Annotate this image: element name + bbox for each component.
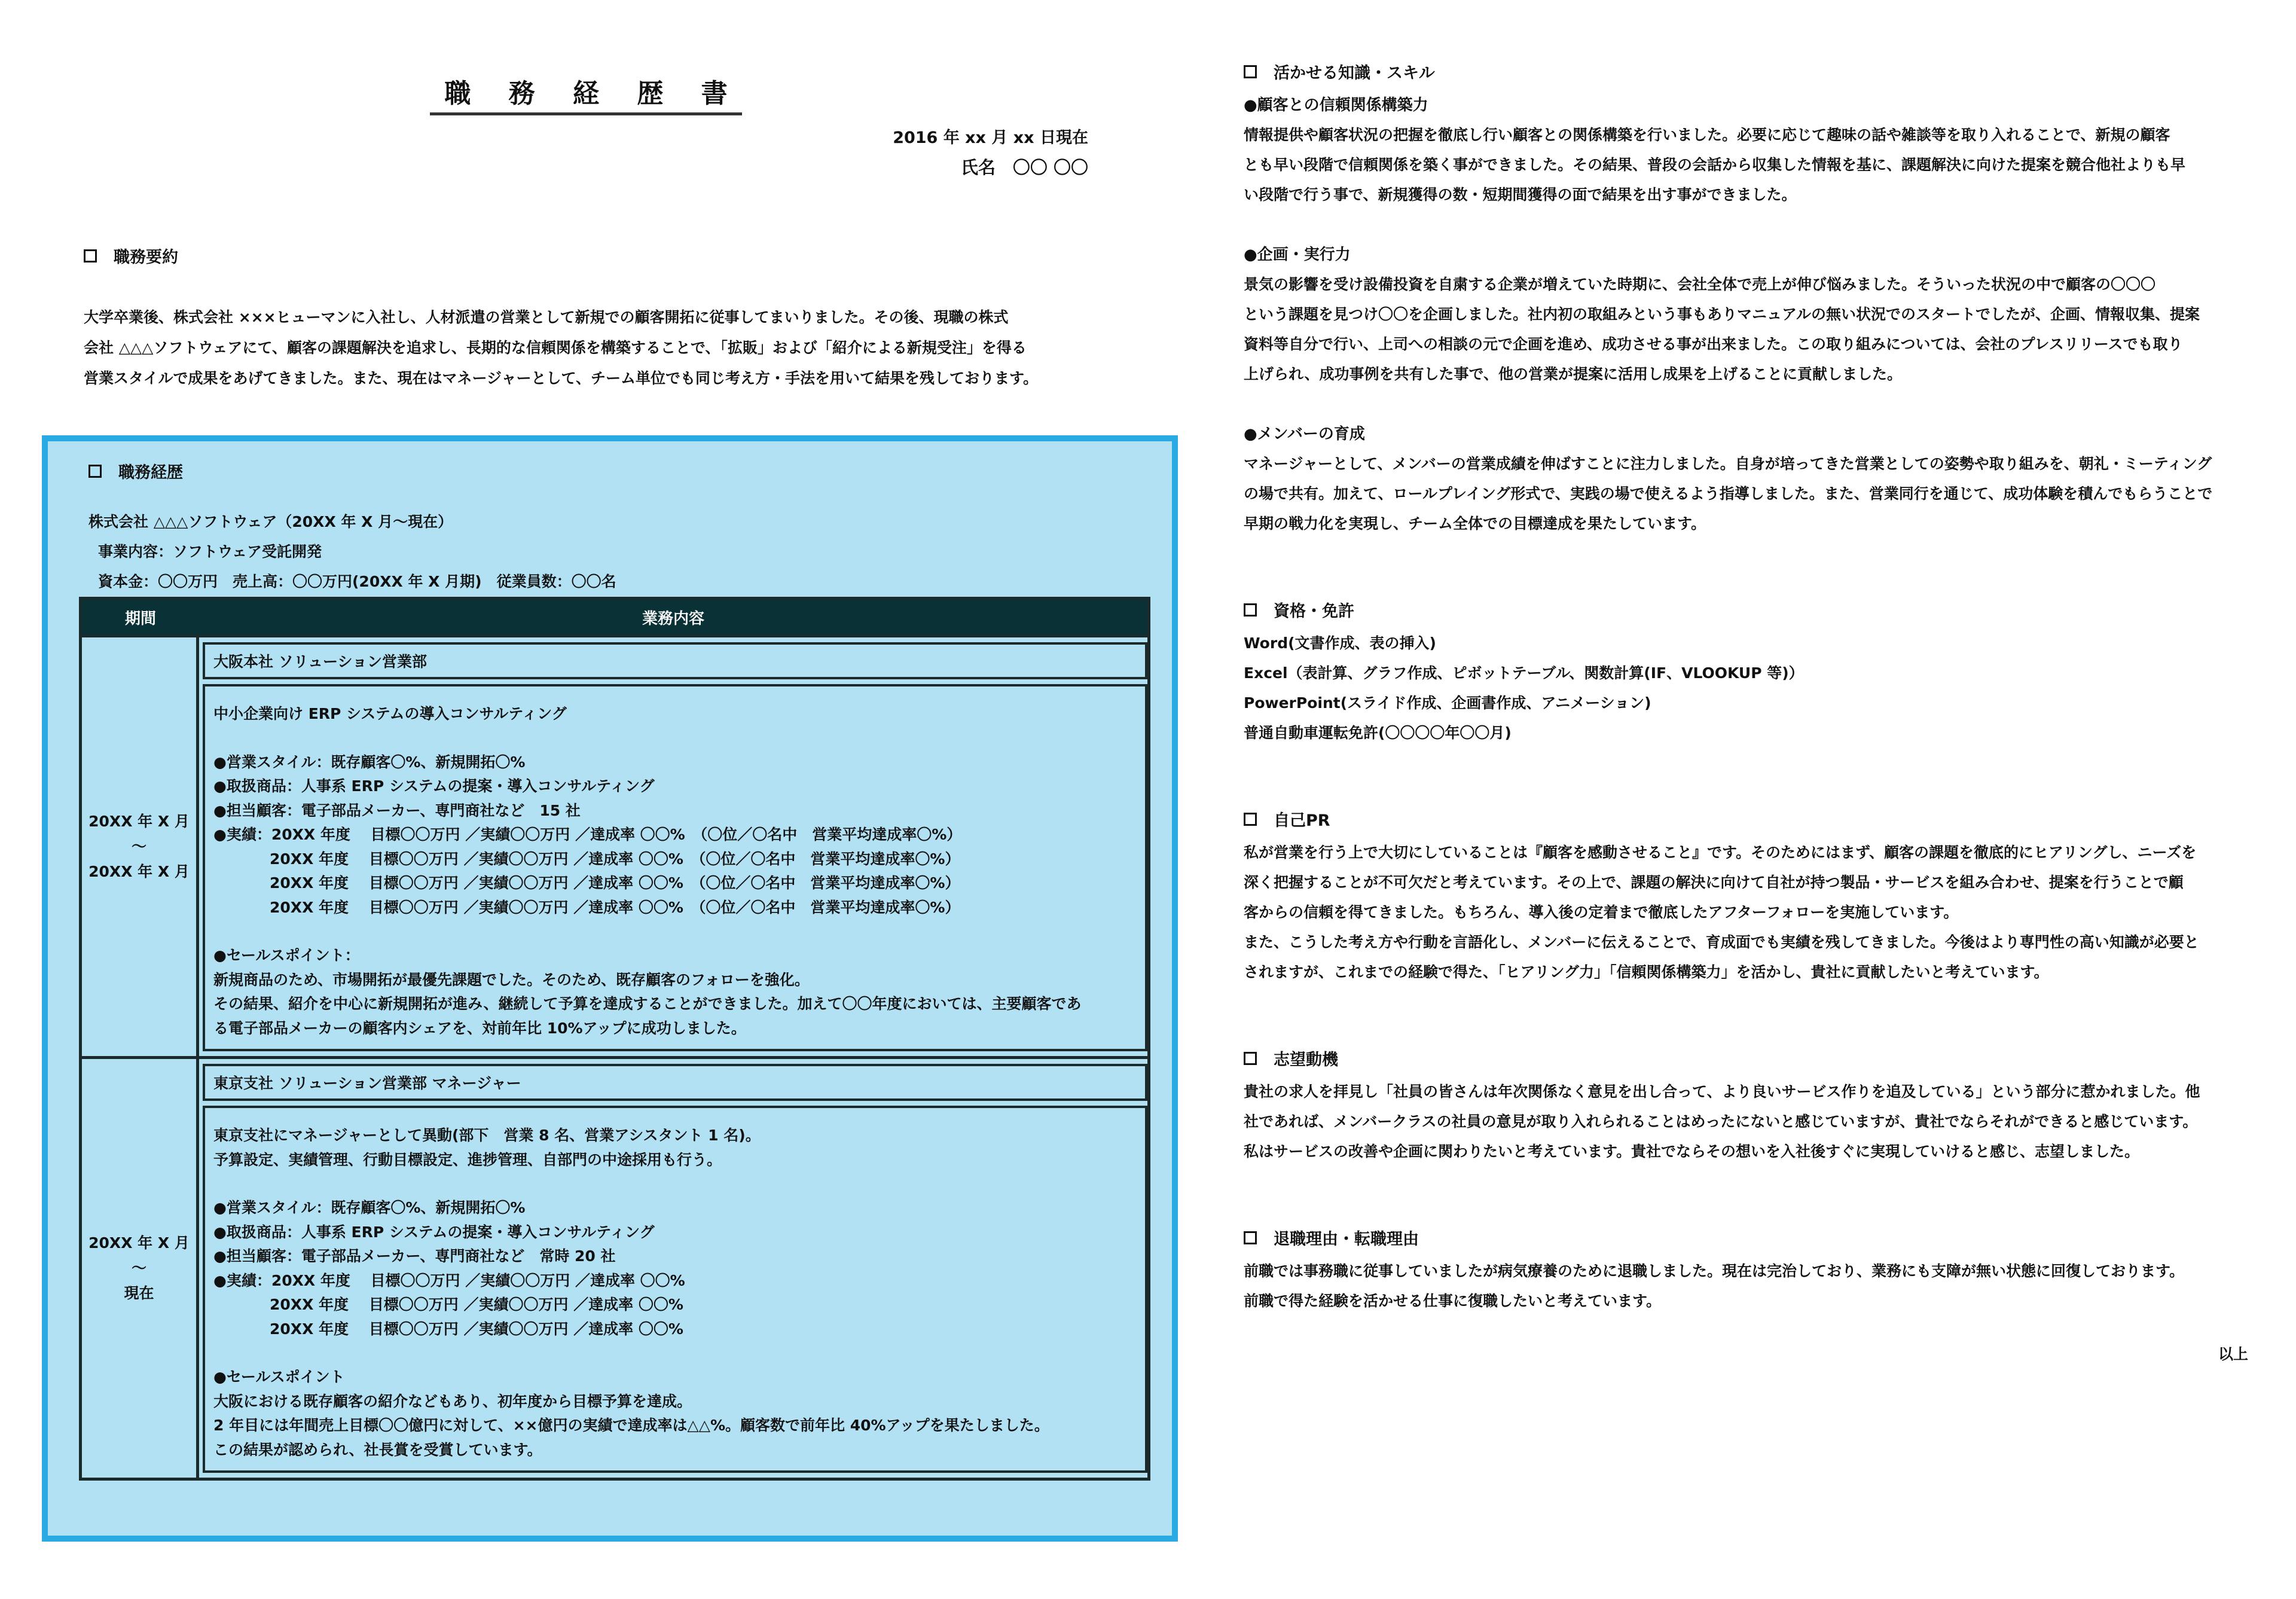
detail-line: 2 年目には年間売上目標〇〇億円に対して、××億円の実績で達成率は△△%。顧客数で前年比 40%アップを果たしました。 (213, 1417, 1049, 1434)
detail-line: ●担当顧客：電子部品メーカー、専門商社など 常時 20 社 (213, 1247, 616, 1265)
self-pr-line: 客からの信頼を得てきました。もちろん、導入後の定着まで徹底したアフターフォローを実施しています。 (1244, 904, 1959, 921)
career-period (82, 637, 199, 1056)
skill-title: ●メンバーの育成 (1244, 425, 1365, 443)
skill-line: 早期の戦力化を実現し、チーム全体での目標達成を果たしています。 (1244, 515, 1706, 532)
motivation-line: 社であれば、メンバークラスの社員の意見が取り入れられることはめったにないと感じていますが、貴社でならそれができると感じています。 (1244, 1113, 2198, 1130)
self-pr-line: また、こうした考え方や行動を言語化し、メンバーに伝えることで、育成面でも実績を残してきました。今後はより専門性の高い知識が必要と (1244, 933, 2199, 951)
company-business: 事業内容：ソフトウェア受託開発 (98, 543, 322, 560)
motivation-body (1244, 1077, 2284, 1167)
self-pr-line: 深く把握することが不可欠だと考えています。その上で、課題の解決に向けて自社が持つ製品・サービスを組み合わせ、提案を行うことで顧 (1244, 874, 2184, 891)
detail-line: 予算設定、実績管理、行動目標設定、進捗管理、自部門の中途採用も行う。 (213, 1151, 722, 1168)
detail-line: ●取扱商品：人事系 ERP システムの提案・導入コンサルティング (213, 777, 655, 795)
self-pr-section (1244, 807, 2284, 987)
skill-title: ●顧客との信頼関係構築力 (1244, 96, 1428, 114)
skill-body (1244, 120, 2284, 210)
right-page (1196, 0, 2296, 1599)
skill-block (1244, 240, 2284, 389)
detail-line: 20XX 年度 目標〇〇万円 ／実績〇〇万円 ／達成率 〇〇% （〇位／〇名中 営業平均達成率〇%） (270, 898, 960, 916)
checkbox-icon (84, 249, 97, 263)
career-period (82, 1059, 199, 1478)
spacer (213, 1172, 1137, 1196)
checkbox-icon (1244, 65, 1257, 78)
period-text: 現在 (124, 1284, 154, 1302)
detail-line: ●取扱商品：人事系 ERP システムの提案・導入コンサルティング (213, 1223, 655, 1241)
skill-block (1244, 419, 2284, 539)
spacer (213, 1341, 1137, 1365)
skill-line: という課題を見つけ〇〇を企画しました。社内初の取組みという事もありマニュアルの無い状況でのスタートでしたが、企画、情報収集、提案 (1244, 306, 2200, 323)
skill-line: の場で共有。加えて、ロールプレイング形式で、実践の場で使えるよう指導しました。また、営業同行を通じて、成功体験を積んでもらうことで (1244, 485, 2213, 502)
detail-line: その結果、紹介を中心に新規開拓が進み、継続して予算を達成することができました。加えて〇〇年度においては、主要顧客であ (213, 995, 1082, 1012)
period-text: ～ (131, 1259, 146, 1277)
detail-line: ●セールスポイント： (213, 947, 360, 964)
skill-line: い段階で行う事で、新規獲得の数・短期間獲得の面で結果を出す事ができました。 (1244, 186, 1797, 203)
motivation-line: 私はサービスの改善や企画に関わりたいと考えています。貴社でならその想いを入社後すぐに実現していけると感じ、志望しました。 (1244, 1143, 2140, 1160)
career-section (42, 435, 1178, 1542)
detail-line: ●担当顧客：電子部品メーカー、専門商社など 15 社 (213, 801, 581, 819)
spacer (213, 727, 1137, 750)
career-row (82, 634, 1147, 1056)
license-item: 普通自動車運転免許(〇〇〇〇年〇〇月) (1244, 724, 1512, 741)
licenses-section (1244, 598, 2284, 748)
skill-line: 上げられ、成功事例を共有した事で、他の営業が提案に活用し成果を上げることに貢献しました。 (1244, 365, 1903, 383)
department-name: 東京支社 ソリューション営業部 マネージャー (203, 1064, 1147, 1101)
detail-line: 20XX 年度 目標〇〇万円 ／実績〇〇万円 ／達成率 〇〇% （〇位／〇名中 営業平均達成率〇%） (270, 874, 960, 892)
summary-line: 会社 △△△ソフトウェアにて、顧客の課題解決を追求し、長期的な信頼関係を構築することで、「拡販」および「紹介による新規受注」を得る (84, 339, 1027, 356)
detail-line: 20XX 年度 目標〇〇万円 ／実績〇〇万円 ／達成率 〇〇% (270, 1320, 683, 1338)
skill-line: 情報提供や顧客状況の把握を徹底し行い顧客との関係構築を行いました。必要に応じて趣味の話や雑談等を取り入れることで、新規の顧客 (1244, 126, 2170, 144)
skill-line: マネージャーとして、メンバーの営業成績を伸ばすことに注力しました。自身が培ってきた営業としての姿勢や取り組みを、朝礼・ミーティング (1244, 455, 2212, 472)
end-mark: 以上 (2218, 1345, 2248, 1363)
leaving-section (1244, 1226, 2284, 1316)
col-period-header: 期間 (124, 609, 156, 628)
summary-line: 営業スタイルで成果をあげてきました。また、現在はマネージャーとして、チーム単位でも同じ考え方・手法を用いて結果を残しております。 (84, 370, 1039, 387)
detail-line: 新規商品のため、市場開拓が最優先課題でした。そのため、既存顧客のフォローを強化。 (213, 971, 810, 988)
col-content-header: 業務内容 (642, 609, 704, 628)
checkbox-icon (1244, 603, 1257, 617)
detail-line: 大阪における既存顧客の紹介などもあり、初年度から目標予算を達成。 (213, 1392, 692, 1410)
career-table-header (82, 600, 1147, 634)
company-name: 株式会社 △△△ソフトウェア（20XX 年 X 月～現在） (88, 513, 453, 530)
career-heading: 職務経歴 (88, 459, 183, 483)
skill-body (1244, 270, 2284, 389)
company-info (88, 507, 616, 597)
self-pr-line: 私が営業を行う上で大切にしていることは『顧客を感動させること』です。そのためにはまず、顧客の課題を徹底的にヒアリングし、ニーズを (1244, 844, 2197, 861)
detail-line: ●実績：20XX 年度 目標〇〇万円 ／実績〇〇万円 ／達成率 〇〇% (213, 1271, 685, 1289)
detail-line: 東京支社にマネージャーとして異動(部下 営業 8 名、営業アシスタント 1 名)。 (213, 1127, 761, 1144)
skills-heading: 活かせる知識・スキル (1244, 60, 2284, 83)
career-table (79, 597, 1150, 1481)
license-list (1244, 628, 2284, 748)
period-text: 20XX 年 X 月 (88, 1234, 190, 1252)
self-pr-body (1244, 838, 2284, 987)
leaving-line: 前職で得た経験を活かせる仕事に復職したいと考えています。 (1244, 1292, 1662, 1310)
job-detail (203, 684, 1147, 1051)
detail-line: る電子部品メーカーの顧客内シェアを、対前年比 10%アップに成功しました。 (213, 1019, 746, 1037)
summary-heading: 職務要約 (84, 244, 178, 267)
license-item: PowerPoint(スライド作成、企画書作成、アニメーション) (1244, 694, 1651, 712)
skill-block (1244, 90, 2284, 210)
skill-title: ●企画・実行力 (1244, 246, 1351, 264)
checkbox-icon (88, 465, 102, 478)
detail-line: ●営業スタイル：既存顧客〇%、新規開拓〇% (213, 1199, 526, 1216)
skill-line: 資料等自分で行い、上司への相談の元で企画を進め、成功させる事が出来ました。この取り組みについては、会社のプレスリリースでも取り (1244, 335, 2183, 353)
leaving-body (1244, 1256, 2284, 1316)
name-line: 氏名 〇〇 〇〇 (960, 157, 1088, 178)
self-pr-line: されますが、これまでの経験で得た、「ヒアリング力」「信頼関係構築力」を活かし、貴社に貢献したいと考えています。 (1244, 963, 2049, 981)
detail-line: 中小企業向け ERP システムの導入コンサルティング (213, 705, 567, 722)
skill-line: 景気の影響を受け設備投資を自粛する企業が増えていた時期に、会社全体で売上が伸び悩みました。そういった状況の中で顧客の〇〇〇 (1244, 276, 2156, 293)
career-content (199, 637, 1147, 1056)
checkbox-icon (1244, 1231, 1257, 1244)
motivation-section (1244, 1046, 2284, 1167)
period-text: 20XX 年 X 月 (88, 813, 190, 830)
career-content (199, 1059, 1147, 1478)
detail-line: ●実績：20XX 年度 目標〇〇万円 ／実績〇〇万円 ／達成率 〇〇% （〇位／〇名中 営業平均達成率〇%） (213, 826, 962, 843)
detail-line: ●セールスポイント (213, 1368, 345, 1386)
department-name: 大阪本社 ソリューション営業部 (203, 642, 1147, 679)
detail-line: ●営業スタイル：既存顧客〇%、新規開拓〇% (213, 753, 526, 771)
checkbox-icon (1244, 1052, 1257, 1065)
date-line: 2016 年 xx 月 xx 日現在 (893, 129, 1088, 147)
detail-line: この結果が認められ、社長賞を受賞しています。 (213, 1441, 542, 1458)
license-item: Excel（表計算、グラフ作成、ピボットテーブル、関数計算(IF、VLOOKUP 等)） (1244, 664, 1804, 682)
motivation-heading: 志望動機 (1244, 1046, 2284, 1070)
skills-section (1244, 60, 2284, 539)
skill-body (1244, 449, 2284, 539)
period-text: 20XX 年 X 月 (88, 863, 190, 880)
document-title: 職 務 経 歴 書 (84, 72, 1088, 110)
licenses-heading: 資格・免許 (1244, 598, 2284, 621)
license-item: Word(文書作成、表の挿入) (1244, 634, 1436, 652)
summary-line: 大学卒業後、株式会社 ×××ヒューマンに入社し、人材派遣の営業として新規での顧客開拓に従事してまいりました。その後、現職の株式 (84, 309, 1009, 326)
detail-line: 20XX 年度 目標〇〇万円 ／実績〇〇万円 ／達成率 〇〇% (270, 1296, 683, 1313)
period-text: ～ (131, 838, 146, 855)
company-stats: 資本金：〇〇万円 売上高：〇〇万円(20XX 年 X 月期) 従業員数：〇〇名 (98, 573, 616, 590)
self-pr-heading: 自己PR (1244, 807, 2284, 831)
detail-line: 20XX 年度 目標〇〇万円 ／実績〇〇万円 ／達成率 〇〇% （〇位／〇名中 営業平均達成率〇%） (270, 850, 960, 868)
motivation-line: 貴社の求人を拝見し「社員の皆さんは年次関係なく意見を出し合って、より良いサービス作りを追及している」という部分に惹かれました。他 (1244, 1083, 2200, 1100)
checkbox-icon (1244, 813, 1257, 826)
summary-body (84, 302, 1100, 393)
leaving-line: 前職では事務職に従事していましたが病気療養のために退職しました。現在は完治しており、業務にも支障が無い状態に回復しております。 (1244, 1262, 2185, 1280)
spacer (213, 920, 1137, 944)
leaving-heading: 退職理由・転職理由 (1244, 1226, 2284, 1249)
job-detail (203, 1106, 1147, 1473)
skill-line: とも早い段階で信頼関係を築く事ができました。その結果、普段の会話から収集した情報を基に、課題解決に向けた提案を競合他社よりも早 (1244, 156, 2186, 173)
career-row (82, 1056, 1147, 1478)
